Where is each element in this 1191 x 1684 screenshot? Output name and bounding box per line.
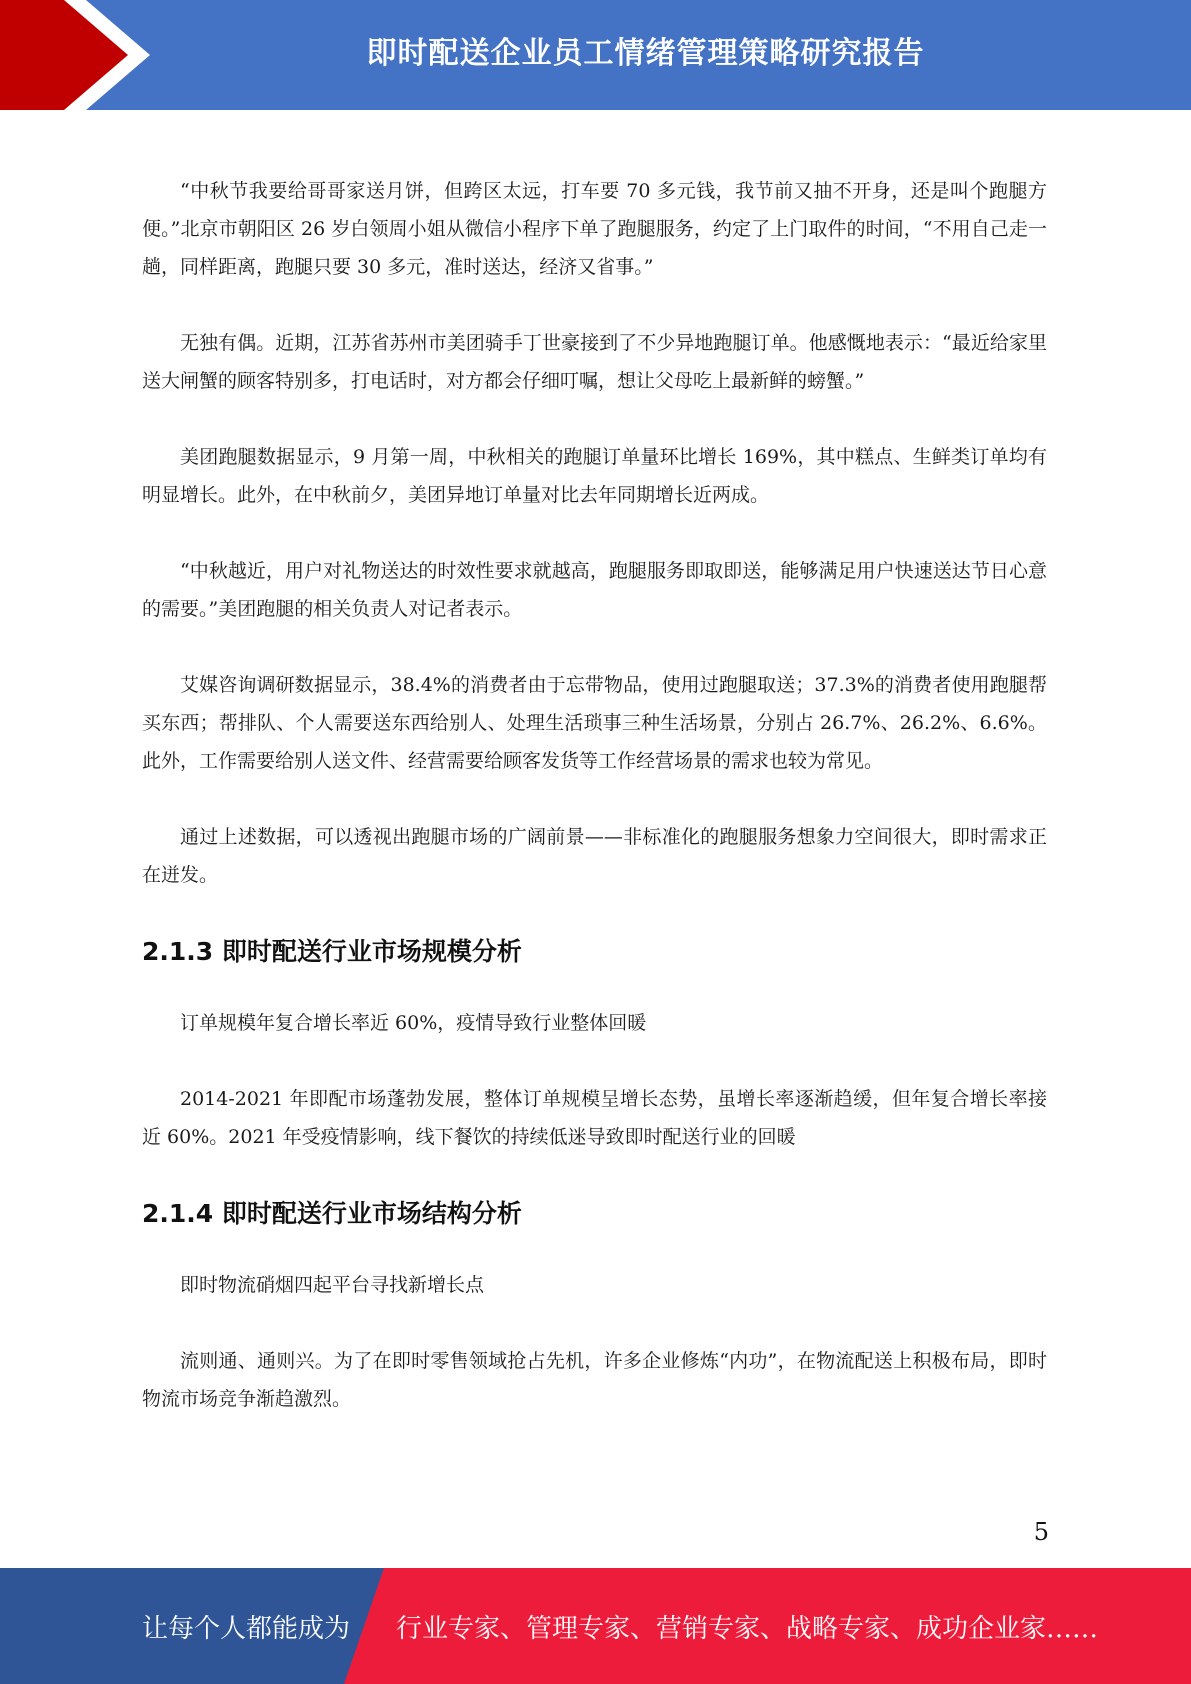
footer-banner [0, 1568, 1191, 1684]
paragraph: 美团跑腿数据显示，9 月第一周，中秋相关的跑腿订单量环比增长 169%，其中糕点、生鲜类订单均有明显增长。此外，在中秋前夕，美团异地订单量对比去年同期增长近两成。 [142, 446, 1047, 506]
paragraph: 无独有偶。近期，江苏省苏州市美团骑手丁世豪接到了不少异地跑腿订单。他感慨地表示：“最近给家里送大闸蟹的顾客特别多，打电话时，对方都会仔细叮嘱，想让父母吃上最新鲜的螃蟹。” [142, 332, 1047, 392]
paragraph: “中秋越近，用户对礼物送达的时效性要求就越高，跑腿服务即取即送，能够满足用户快速送达节日心意的需要。”美团跑腿的相关负责人对记者表示。 [142, 560, 1047, 620]
paragraph: 艾媒咨询调研数据显示，38.4%的消费者由于忘带物品，使用过跑腿取送；37.3%的消费者使用跑腿帮买东西；帮排队、个人需要送东西给别人、处理生活琐事三种生活场景，分别占 26.7%、26.2%、6.6%。此外，工作需要给别人送文件、经营需要给顾客发货等工作经营场景的需求也较为常见。 [142, 674, 1047, 772]
paragraph: 即时物流硝烟四起平台寻找新增长点 [180, 1274, 485, 1296]
paragraph: 订单规模年复合增长率近 60%，疫情导致行业整体回暖 [180, 1012, 647, 1034]
header-banner [0, 0, 1191, 110]
footer-slogan-right: 行业专家、管理专家、营销专家、战略专家、成功企业家…… [396, 1613, 1099, 1644]
page-number: 5 [1033, 1518, 1049, 1546]
paragraph: 流则通、通则兴。为了在即时零售领域抢占先机，许多企业修炼“内功”，在物流配送上积极布局，即时物流市场竞争渐趋激烈。 [142, 1350, 1047, 1410]
header-arrow-decoration [0, 0, 160, 110]
paragraph: 2014-2021 年即配市场蓬勃发展，整体订单规模呈增长态势，虽增长率逐渐趋缓，但年复合增长率接近 60%。2021 年受疫情影响，线下餐饮的持续低迷导致即时配送行业的回暖 [142, 1088, 1047, 1148]
paragraph: “中秋节我要给哥哥家送月饼，但跨区太远，打车要 70 多元钱，我节前又抽不开身，还是叫个跑腿方便。”北京市朝阳区 26 岁白领周小姐从微信小程序下单了跑腿服务，约定了上门取件的时间，“不用自己走一趟，同样距离，跑腿只要 30 多元，准时送达，经济又省事。” [142, 180, 1047, 278]
document-title: 即时配送企业员工情绪管理策略研究报告 [366, 36, 925, 71]
paragraph: 通过上述数据，可以透视出跑腿市场的广阔前景——非标准化的跑腿服务想象力空间很大，即时需求正在迸发。 [142, 826, 1047, 886]
section-heading: 2.1.3 即时配送行业市场规模分析 [142, 937, 522, 966]
document-body [142, 172, 1047, 1456]
section-heading: 2.1.4 即时配送行业市场结构分析 [142, 1199, 522, 1228]
footer-slogan-left: 让每个人都能成为 [142, 1613, 351, 1644]
